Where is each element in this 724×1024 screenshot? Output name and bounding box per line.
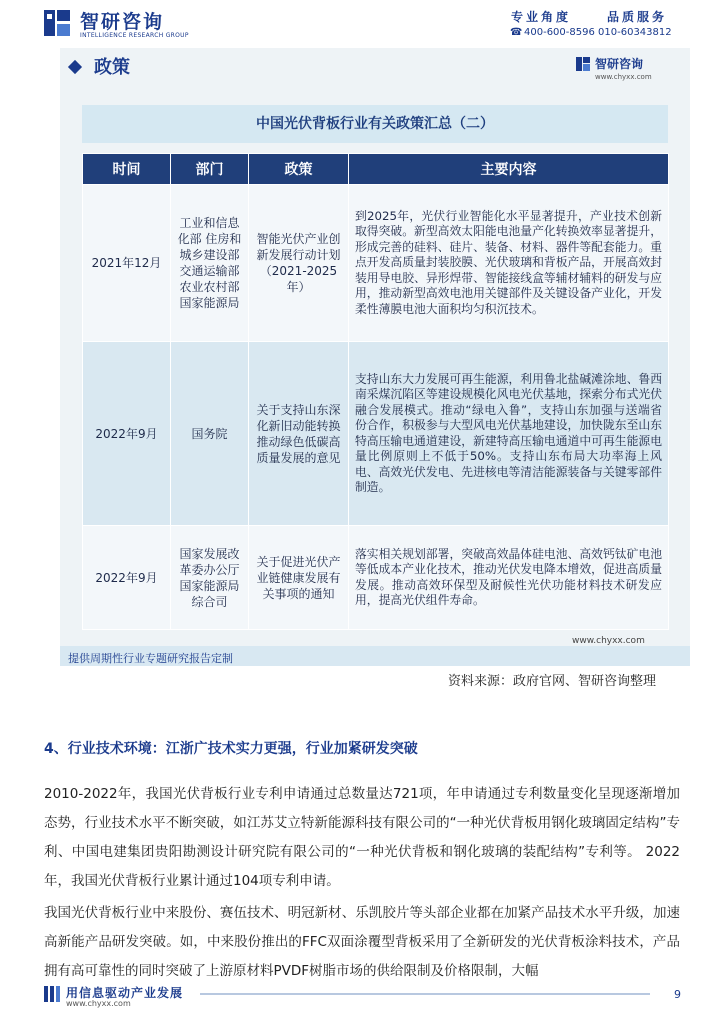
page-number: 9: [674, 988, 681, 1001]
column-header-time: 时间: [83, 154, 171, 185]
table-row: [83, 342, 669, 526]
policy-panel: [60, 48, 690, 666]
cell-time: 2022年9月: [83, 342, 171, 526]
panel-footer-text: 提供周期性行业专题研究报告定制: [68, 652, 233, 665]
panel-logo-name: 智研咨询: [595, 57, 644, 71]
phone-icon: ☎: [510, 27, 523, 38]
data-source-note: 资料来源：政府官网、智研咨询整理: [448, 674, 657, 689]
footer-divider: [200, 993, 650, 995]
panel-logo-url: www.chyxx.com: [595, 73, 652, 81]
table-header-row: [83, 154, 669, 185]
column-header-content: 主要内容: [349, 154, 669, 185]
diamond-bullet-icon: [68, 60, 82, 74]
company-logo-icon: [42, 8, 72, 38]
logo-name: 智研咨询: [80, 11, 165, 33]
cell-policy: 智能光伏产业创新发展行动计划（2021-2025年）: [249, 185, 349, 342]
cell-department: 工业和信息化部 住房和城乡建设部 交通运输部 农业农村部 国家能源局: [171, 185, 249, 342]
table-title: 中国光伏背板行业有关政策汇总（二）: [82, 105, 668, 143]
footer-slogan: 用信息驱动产业发展: [66, 986, 184, 1000]
body-paragraph: 2010-2022年，我国光伏背板行业专利申请通过总数量达721项，年申请通过专利数量变化呈现逐渐增加态势，行业技术水平不断突破，如江苏艾立特新能源科技有限公司的“一种光伏背板用钢化玻璃固定结构”专利、中国电建集团贵阳勘测设计研究院有限公司的“一种光伏背板和钢化玻璃的装配结构”专利等。 2022 年，我国光伏背板行业累计通过104项专利申请。: [44, 786, 680, 889]
section-heading: 4、行业技术环境：江浙广技术实力更强，行业加紧研发突破: [44, 741, 418, 757]
footer-website: www.chyxx.com: [66, 999, 131, 1008]
policy-table: [82, 153, 669, 630]
body-paragraph: 我国光伏背板行业中来股份、赛伍技术、明冠新材、乐凯胶片等头部企业都在加紧产品技术水平升级，加速高新能产品研发突破。如，中来股份推出的FFC双面涂覆型背板采用了全新研发的光伏背板涂料技术，产品拥有高可靠性的同时突破了上游原材料PVDF树脂市场的供给限制及价格限制，大幅: [44, 905, 680, 979]
cell-content: 支持山东大力发展可再生能源，利用鲁北盐碱滩涂地、鲁西南采煤沉陷区等建设规模化风电光伏基地，探索分布式光伏融合发展模式。推动“绿电入鲁”，支持山东加强与送端省份合作，积极参与大型风电光伏基地建设，加快陇东至山东特高压输电通道建设，新建特高压输电通道中可再生能源电量比例原则上不低于50%。支持山东布局大功率海上风电、高效光伏发电、先进核电等清洁能源装备与关键零部件制造。: [349, 342, 669, 526]
slogan-quality: 品质服务: [607, 10, 668, 24]
cell-policy: 关于支持山东深化新旧动能转换推动绿色低碳高质量发展的意见: [249, 342, 349, 526]
panel-title: 政策: [94, 57, 130, 78]
table-row: [83, 185, 669, 342]
footer-logo-icon: [44, 984, 62, 1004]
column-header-department: 部门: [171, 154, 249, 185]
panel-logo-icon: [575, 56, 591, 72]
cell-department: 国家发展改革委办公厅 国家能源局综合司: [171, 526, 249, 630]
page-header: [0, 0, 724, 48]
cell-time: 2021年12月: [83, 185, 171, 342]
table-row: [83, 526, 669, 630]
cell-content: 落实相关规划部署，突破高效晶体硅电池、高效钙钛矿电池等低成本产业化技术，推动光伏发电降本增效，促进高质量发展。推动高效环保型及耐候性光伏功能材料技术研发应用，提高光伏组件寿命。: [349, 526, 669, 630]
cell-policy: 关于促进光伏产业链健康发展有关事项的通知: [249, 526, 349, 630]
slogan-professional: 专业角度: [511, 10, 572, 24]
cell-time: 2022年9月: [83, 526, 171, 630]
contact-phones: 400-600-8596 010-60343812: [524, 27, 672, 38]
cell-content: 到2025年，光伏行业智能化水平显著提升，产业技术创新取得突破。新型高效太阳能电池量产化转换效率显著提升，形成完善的硅料、硅片、装备、材料、器件等配套能力。重点开发高质量封装胶膜、光伏玻璃和背板产品，开展高效封装用导电胶、异形焊带、智能接线盒等辅材辅料的研发与应用，推动新型高效电池用关键部件及关键设备产业化，开发柔性薄膜电池大面积均匀积沉技术。: [349, 185, 669, 342]
column-header-policy: 政策: [249, 154, 349, 185]
logo-english-name: INTELLIGENCE RESEARCH GROUP: [80, 32, 189, 39]
cell-department: 国务院: [171, 342, 249, 526]
panel-website: www.chyxx.com: [572, 636, 645, 646]
